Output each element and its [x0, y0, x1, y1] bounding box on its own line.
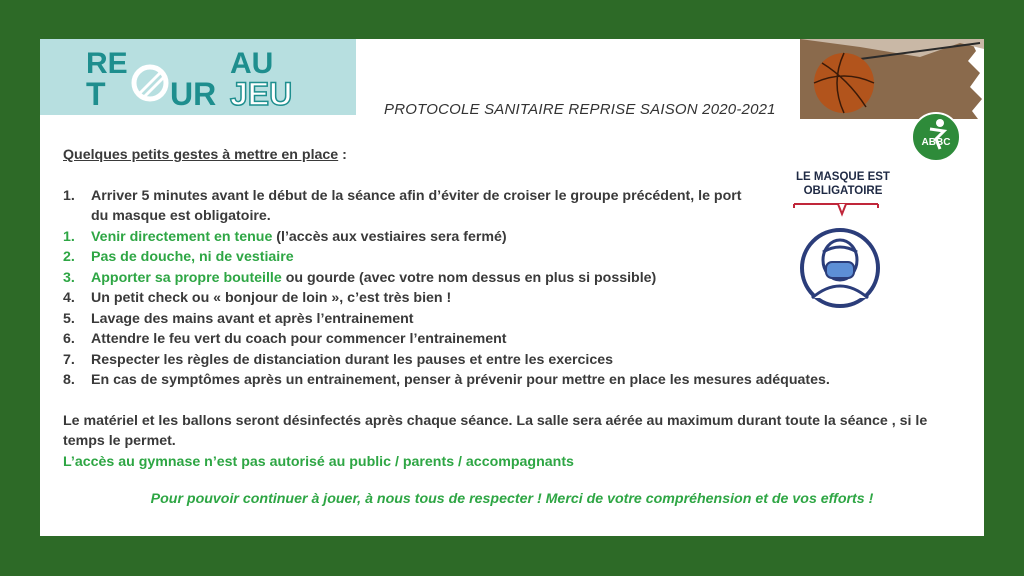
closing-message: Pour pouvoir continuer à jouer, à nous tous de respecter ! Merci de votre compréhension et de vos efforts ! [150, 491, 874, 507]
mask-badge-line2: OBLIGATOIRE [803, 185, 883, 197]
rules-list [63, 186, 963, 391]
list-item: 1. Arriver 5 minutes avant le début de la séance afin d’éviter de croiser le groupe précédent, le port du masque est obligatoire. [63, 187, 742, 224]
page-title: PROTOCOLE SANITAIRE REPRISE SAISON 2020-2021 [384, 101, 776, 118]
mask-badge-line1: LE MASQUE EST [796, 171, 890, 183]
list-item: 8. En cas de symptômes après un entrainement, penser à prévenir pour mettre en place les mesures adéquates. [63, 372, 830, 388]
list-item: 3. Apporter sa propre bouteille ou gourde (avec votre nom dessus en plus si possible) [63, 269, 657, 286]
logo-text-jeu: JEU [230, 76, 293, 112]
list-item: 7. Respecter les règles de distanciation durant les pauses et entre les exercices [63, 351, 614, 368]
list-item: 4. Un petit check ou « bonjour de loin », c’est très bien ! [63, 290, 452, 306]
protocol-content [63, 145, 963, 472]
logo-text-au: AU [230, 47, 274, 80]
club-logo-text: ABBC [921, 137, 951, 148]
logo-text-t: T [86, 76, 106, 112]
list-item: 5. Lavage des mains avant et après l’entrainement [63, 310, 414, 327]
intro-line: Quelques petits gestes à mettre en place : [63, 147, 347, 163]
logo-graphic [40, 39, 356, 115]
logo-text-ur: UR [170, 76, 217, 112]
slide [40, 39, 984, 536]
retour-au-jeu-logo [40, 39, 356, 115]
list-item: 6. Attendre le feu vert du coach pour commencer l’entrainement [63, 331, 507, 347]
list-item: 2. Pas de douche, ni de vestiaire [63, 249, 294, 265]
logo-text-re: RE [86, 47, 128, 80]
list-item: 1. Venir directement en tenue (l’accès aux vestiaires sera fermé) [63, 228, 507, 245]
disinfection-paragraph: Le matériel et les ballons seront désinfectés après chaque séance. La salle sera aérée au maximum durant toute la séance , si le temps le permet. [63, 412, 928, 449]
public-notice: L’accès au gymnase n’est pas autorisé au public / parents / accompagnants [63, 453, 574, 470]
basketball-photo [800, 39, 984, 119]
intro-text: Quelques petits gestes à mettre en place [63, 147, 339, 163]
